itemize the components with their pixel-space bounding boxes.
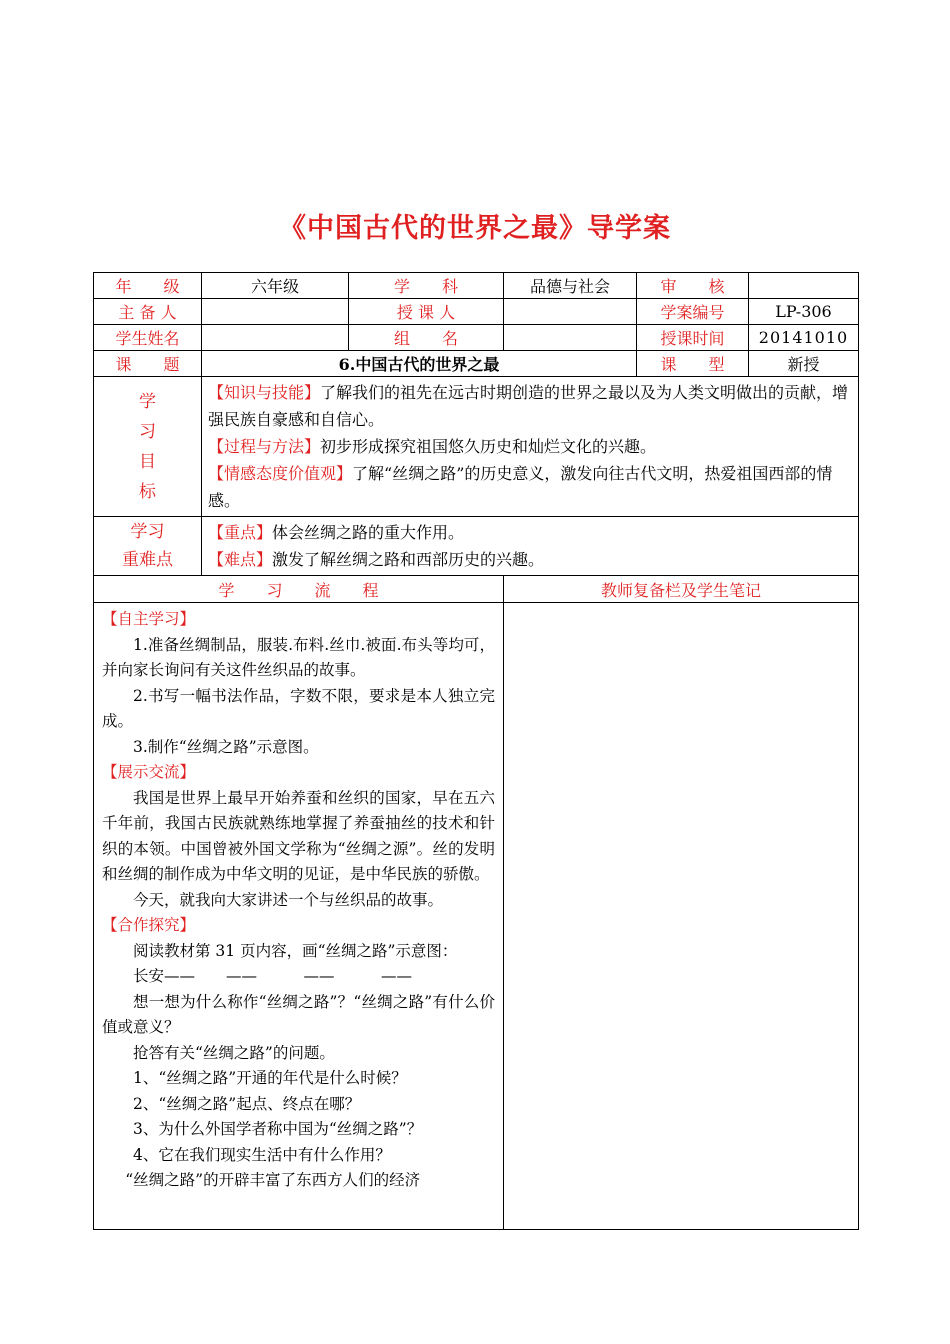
show-exchange-1: 我国是世界上最早开始养蚕和丝织的国家，早在五六千年前，我国古民族就熟练地掌握了养蚕抽丝的技术和针织的本领。中国曾被外国文学称为“丝绸之源”。丝的发明和丝绸的制作成为中华文明的见证，是中华民族的骄傲。 [102,788,495,883]
question-4: 4、它在我们现实生活中有什么作用？ [133,1145,391,1164]
knowledge-text: 了解我们的祖先在远古时期创造的世界之最以及为人类文明做出的贡献，增强民族自豪感和自信心。 [208,383,849,429]
knowledge-tag: 【知识与技能】 [208,383,321,402]
plan-no-value: LP-306 [749,299,859,325]
question-3: 3、为什么外国学者称中国为“丝绸之路”？ [133,1120,423,1138]
key-points-label [94,517,202,576]
process-tag: 【过程与方法】 [208,437,321,456]
key-points-label-2: 重难点 [122,550,173,570]
grade-value: 六年级 [202,273,349,299]
topic-label: 课 题 [94,351,202,377]
group-value[interactable] [504,325,637,351]
focus-tag: 【重点】 [208,523,273,542]
emotion-tag: 【情感态度价值观】 [208,464,353,483]
subject-value: 品德与社会 [504,273,637,299]
self-study-tag: 【自主学习】 [102,610,196,628]
group-label: 组 名 [349,325,504,351]
objectives-label-3: 目 [139,451,156,472]
key-points-content [202,517,859,576]
emotion-text: 了解“丝绸之路”的历史意义，激发向往古代文明，热爱祖国西部的情感。 [208,464,833,510]
teacher-label: 授 课 人 [349,299,504,325]
grade-label: 年 级 [94,273,202,299]
flow-header: 学 习 流 程 [94,576,504,603]
preparer-label: 主 备 人 [94,299,202,325]
key-points-row [94,517,859,576]
difficulty-text: 激发了解丝绸之路和西部历史的兴趣。 [272,550,545,569]
document-title: 《中国古代的世界之最》导学案 [279,213,671,244]
self-study-3: 3.制作“丝绸之路”示意图。 [133,737,319,756]
flow-tail: “丝绸之路”的开辟丰富了东西方人们的经济 [125,1171,421,1189]
learning-flow-content [94,603,504,1230]
objectives-row [94,377,859,517]
self-study-2: 2.书写一幅书法作品，字数不限，要求是本人独立完成。 [102,686,495,730]
review-value[interactable] [749,273,859,299]
plan-no-label: 学案编号 [637,299,749,325]
student-label: 学生姓名 [94,325,202,351]
date-label: 授课时间 [637,325,749,351]
type-value: 新授 [749,351,859,377]
topic-value: 6.中国古代的世界之最 [202,351,637,377]
objectives-label-1: 学 [139,391,156,412]
student-value[interactable] [202,325,349,351]
info-row-1 [94,273,859,299]
notes-area[interactable] [504,603,859,1230]
show-exchange-2: 今天，就我向大家讲述一个与丝织品的故事。 [133,890,444,909]
objectives-label [94,377,202,517]
show-exchange-tag: 【展示交流】 [102,763,196,781]
objectives-content [202,377,859,517]
preparer-value[interactable] [202,299,349,325]
info-row-4 [94,351,859,377]
teacher-value[interactable] [504,299,637,325]
date-value: 20141010 [749,325,859,351]
type-label: 课 型 [637,351,749,377]
flow-body-row [94,603,859,1230]
cooperation-1: 阅读教材第 31 页内容，画“丝绸之路”示意图： [133,941,458,960]
subject-label: 学 科 [349,273,504,299]
self-study-1: 1.准备丝绸制品，服装.布料.丝巾.被面.布头等均可，并向家长询问有关这件丝织品的故事。 [102,635,495,679]
difficulty-tag: 【难点】 [208,550,273,569]
info-row-3 [94,325,859,351]
review-label: 审 核 [637,273,749,299]
cooperation-2: 想一想为什么称作“丝绸之路”？“丝绸之路”有什么价值或意义？ [102,992,495,1036]
process-text: 初步形成探究祖国悠久历史和灿烂文化的兴趣。 [320,437,657,456]
objectives-label-4: 标 [139,481,156,502]
info-row-2 [94,299,859,325]
key-points-label-1: 学习 [130,522,165,542]
focus-text: 体会丝绸之路的重大作用。 [272,523,465,542]
cooperation-3: 抢答有关“丝绸之路”的问题。 [133,1043,335,1062]
question-1: 1、“丝绸之路”开通的年代是什么时候？ [133,1069,407,1087]
cooperation-tag: 【合作探究】 [102,916,196,934]
route-blanks[interactable]: 长安—— —— —— —— [133,967,413,985]
lesson-plan-table [93,272,859,1230]
question-2: 2、“丝绸之路”起点、终点在哪？ [133,1094,361,1113]
objectives-label-2: 习 [139,421,156,442]
notes-header: 教师复备栏及学生笔记 [504,576,859,603]
flow-header-row [94,576,859,603]
